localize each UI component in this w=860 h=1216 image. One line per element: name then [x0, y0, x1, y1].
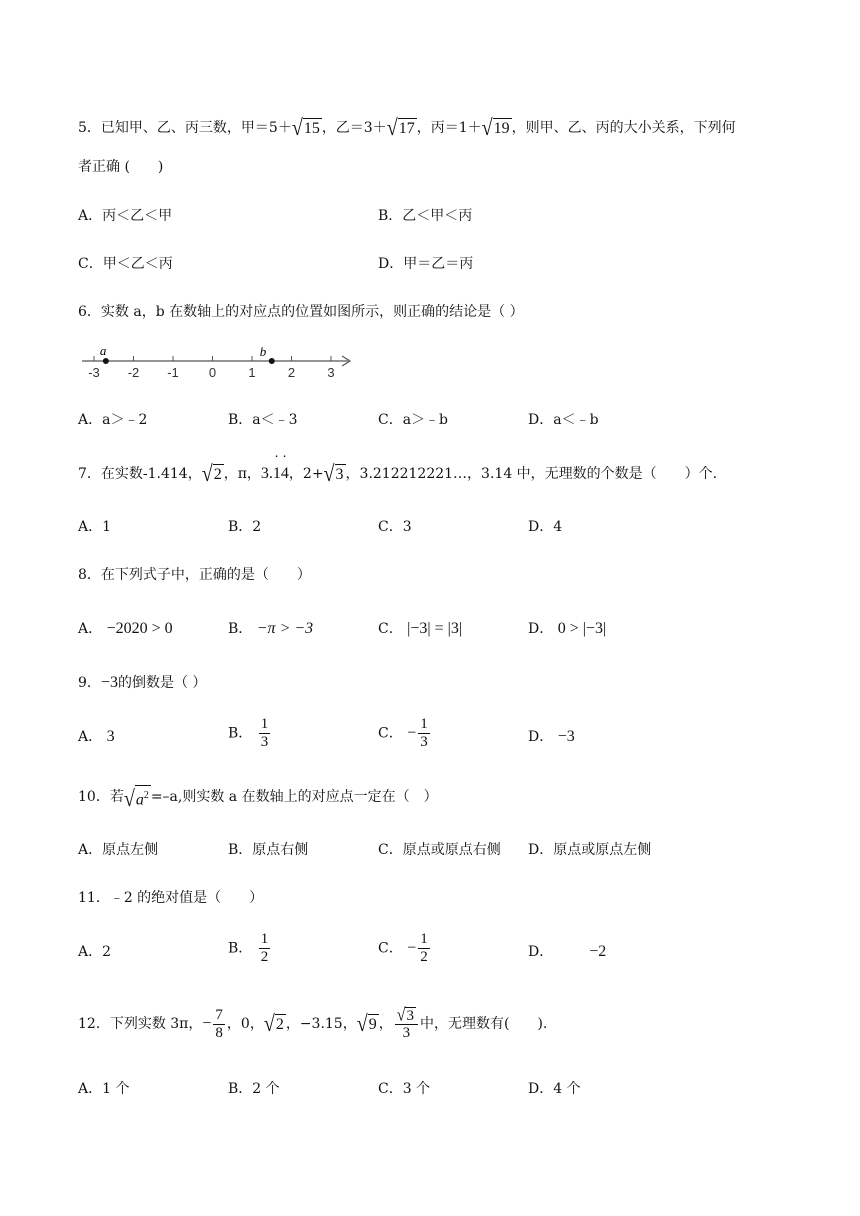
- q6-option-a: A．a＞﹣2: [78, 412, 148, 428]
- q10-option-a: A．原点左侧: [78, 842, 159, 858]
- q11-option-c: C． − $\frac{1}{2}$: [378, 931, 428, 965]
- sqrt-2: √ 2: [201, 461, 222, 487]
- q9-option-c: C． − $\frac{1}{3}$: [378, 716, 428, 750]
- sqrt-19: √ 19: [481, 115, 510, 141]
- q11-option-a: A．2: [78, 944, 112, 960]
- axis-tick-label: -2: [127, 365, 140, 380]
- sqrt-15: √ 15: [291, 115, 320, 141]
- q9-option-a: A． 3: [78, 728, 115, 745]
- question-12-stem: 12．下列实数 3π，− $\frac{7}{8}$ ，0， √ 2 ，−3.15， √ 9 ， √ 3 3 中，无理数有( ).: [78, 1005, 548, 1041]
- point-a: [103, 358, 109, 364]
- question-10-stem: 10．若 √ $a^2$ =–a,则实数 a 在数轴上的对应点一定在（ ）: [78, 786, 438, 812]
- q5-option-a: A．丙＜乙＜甲: [78, 208, 173, 224]
- q12-option-b: B．2 个: [228, 1081, 280, 1097]
- q6-option-c: C．a＞﹣b: [378, 412, 449, 428]
- question-9-stem: 9．−3的倒数是（ ）: [78, 674, 207, 691]
- question-5-stem: 5．已知甲、乙、丙三数，甲＝5＋ √ 15 ，乙＝3＋ √ 17 ，丙＝1＋ √ 19 ，则甲、乙、丙的大小关系，下列何: [78, 115, 736, 141]
- q7-option-a: A．1: [78, 519, 112, 535]
- question-11-stem: 11．﹣2 的绝对值是（ ）: [78, 890, 264, 906]
- point-b-label: b: [259, 344, 267, 359]
- q5-option-b: B．乙＜甲＜丙: [378, 208, 473, 224]
- axis-tick-label: 1: [248, 365, 256, 380]
- q7-option-c: C．3: [378, 519, 412, 535]
- axis-tick-label: -3: [88, 365, 100, 380]
- axis-tick-label: -1: [167, 365, 179, 380]
- sqrt-9: √ 9: [356, 1011, 377, 1037]
- question-5-stem-line2: 者正确 ( ): [78, 159, 164, 175]
- q10-option-d: D．原点或原点左侧: [528, 842, 652, 858]
- q8-option-d: D． 0 > |−3|: [528, 620, 607, 637]
- q8-option-b: B． −π > −3: [228, 620, 314, 637]
- point-a-label: a: [99, 343, 107, 358]
- sqrt-a-squared: √ $a^2$: [123, 786, 149, 812]
- q10-option-b: B．原点右侧: [228, 842, 309, 858]
- q8-option-c: C． |−3| = |3|: [378, 620, 463, 637]
- q11-option-d: D． −2: [528, 943, 607, 960]
- axis-tick-label: 0: [208, 365, 217, 380]
- q5-option-c: C．甲＜乙＜丙: [78, 256, 173, 272]
- sqrt-17: √ 17: [386, 115, 415, 141]
- question-8-stem: 8．在下列式子中，正确的是（ ）: [78, 567, 311, 583]
- q8-option-a: A． −2020 > 0: [78, 620, 173, 637]
- axis-tick-label: 2: [287, 365, 296, 380]
- axis-tick-label: 3: [327, 365, 335, 380]
- q10-option-c: C．原点或原点右侧: [378, 842, 501, 858]
- q12-option-d: D．4 个: [528, 1081, 581, 1097]
- q6-option-b: B．a＜﹣3: [228, 412, 298, 428]
- repeating-decimal: 3.1 ˙4 ˙: [261, 465, 289, 482]
- q9-option-b: B． $\frac{1}{3}$: [228, 716, 269, 750]
- q7-option-b: B．2: [228, 519, 262, 535]
- q9-option-d: D． −3: [528, 728, 575, 745]
- question-7-stem: 7．在实数-1.414， √ 2 ，π，3.1 ˙4 ˙，2+ √ 3 ，3.212212221…，3.14 中，无理数的个数是（ ）个.: [78, 464, 717, 484]
- question-6-stem: 6．实数 a，b 在数轴上的对应点的位置如图所示，则正确的结论是（ ）: [78, 304, 524, 320]
- q7-option-d: D．4: [528, 519, 563, 535]
- q5-option-d: D．甲＝乙＝丙: [378, 256, 474, 272]
- q12-option-c: C．3 个: [378, 1081, 431, 1097]
- sqrt-2-q12: √ 2: [263, 1011, 284, 1037]
- q6-option-d: D．a＜﹣b: [528, 412, 599, 428]
- point-b: [269, 358, 275, 364]
- number-line-figure: [80, 340, 360, 382]
- q12-option-a: A．1 个: [78, 1081, 130, 1097]
- q11-option-b: B． $\frac{1}{2}$: [228, 931, 269, 965]
- sqrt-3: √ 3: [323, 461, 344, 487]
